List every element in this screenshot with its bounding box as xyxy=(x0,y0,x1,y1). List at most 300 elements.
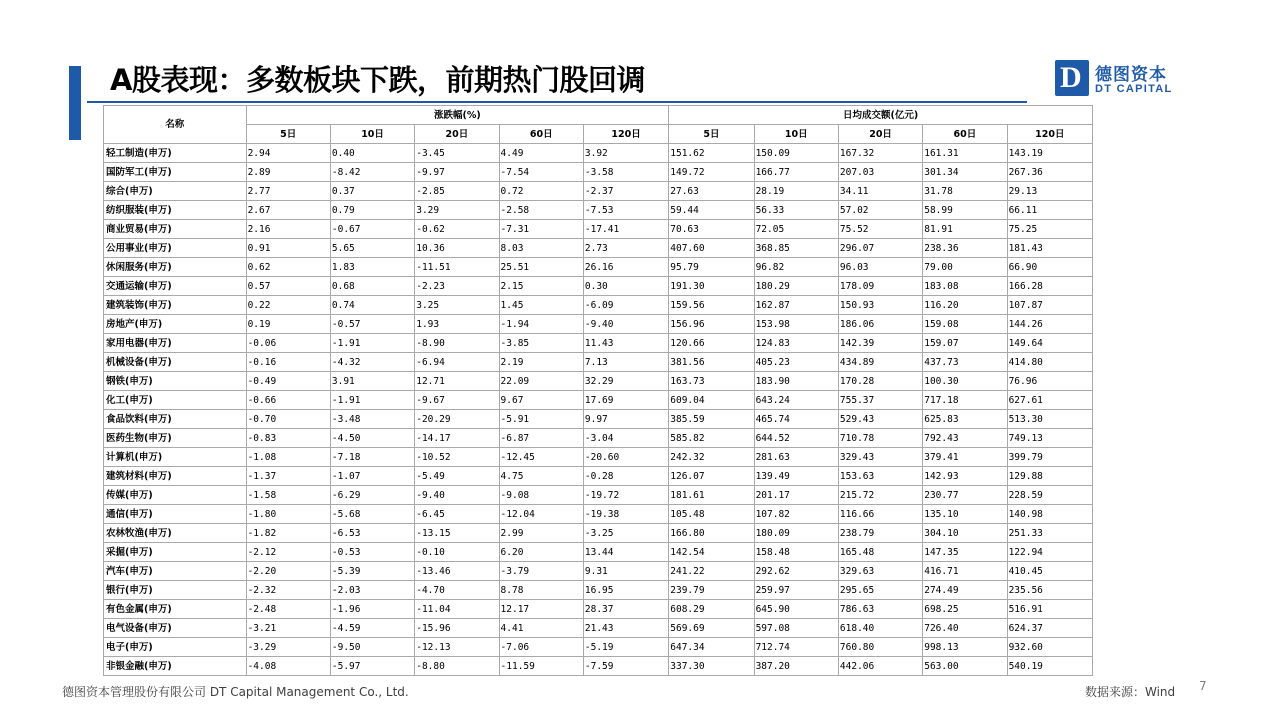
turnover-cell: 149.72 xyxy=(669,163,754,182)
price-change-cell: 2.15 xyxy=(499,277,583,296)
table-row xyxy=(104,524,1093,543)
turnover-cell: 230.77 xyxy=(923,486,1007,505)
turnover-cell: 166.28 xyxy=(1007,277,1092,296)
turnover-cell: 698.25 xyxy=(923,600,1007,619)
turnover-cell: 66.90 xyxy=(1007,258,1092,277)
turnover-cell: 163.73 xyxy=(669,372,754,391)
price-change-cell: -9.67 xyxy=(415,391,499,410)
table-row xyxy=(104,391,1093,410)
turnover-cell: 786.63 xyxy=(838,600,922,619)
turnover-cell: 165.48 xyxy=(838,543,922,562)
sector-name-cell: 化工(申万) xyxy=(104,391,247,410)
price-change-cell: 25.51 xyxy=(499,258,583,277)
price-change-cell: -5.19 xyxy=(583,638,668,657)
price-change-cell: 9.67 xyxy=(499,391,583,410)
turnover-cell: 140.98 xyxy=(1007,505,1092,524)
price-change-cell: 9.31 xyxy=(583,562,668,581)
table-row xyxy=(104,657,1093,676)
turnover-cell: 442.06 xyxy=(838,657,922,676)
turnover-cell: 618.40 xyxy=(838,619,922,638)
price-change-cell: -7.18 xyxy=(330,448,414,467)
price-change-cell: -12.45 xyxy=(499,448,583,467)
turnover-cell: 540.19 xyxy=(1007,657,1092,676)
turnover-cell: 126.07 xyxy=(669,467,754,486)
table-row xyxy=(104,581,1093,600)
price-change-cell: 1.45 xyxy=(499,296,583,315)
turnover-cell: 242.32 xyxy=(669,448,754,467)
turnover-cell: 295.65 xyxy=(838,581,922,600)
price-change-cell: -0.66 xyxy=(246,391,330,410)
price-change-cell: -9.40 xyxy=(583,315,668,334)
price-change-cell: -1.82 xyxy=(246,524,330,543)
turnover-cell: 239.79 xyxy=(669,581,754,600)
turnover-cell: 609.04 xyxy=(669,391,754,410)
table-body xyxy=(104,144,1093,676)
turnover-cell: 142.93 xyxy=(923,467,1007,486)
turnover-cell: 170.28 xyxy=(838,372,922,391)
turnover-cell: 644.52 xyxy=(754,429,838,448)
price-change-cell: -1.91 xyxy=(330,334,414,353)
turnover-cell: 31.78 xyxy=(923,182,1007,201)
period-header-vol: 5日 xyxy=(669,125,754,144)
price-change-cell: -3.58 xyxy=(583,163,668,182)
turnover-cell: 228.59 xyxy=(1007,486,1092,505)
turnover-cell: 180.29 xyxy=(754,277,838,296)
price-change-cell: -11.04 xyxy=(415,600,499,619)
turnover-cell: 207.03 xyxy=(838,163,922,182)
turnover-cell: 437.73 xyxy=(923,353,1007,372)
turnover-cell: 416.71 xyxy=(923,562,1007,581)
turnover-cell: 749.13 xyxy=(1007,429,1092,448)
turnover-cell: 166.77 xyxy=(754,163,838,182)
sector-name-cell: 汽车(申万) xyxy=(104,562,247,581)
table-row xyxy=(104,239,1093,258)
sector-name-cell: 商业贸易(申万) xyxy=(104,220,247,239)
turnover-cell: 563.00 xyxy=(923,657,1007,676)
price-change-cell: 28.37 xyxy=(583,600,668,619)
price-change-cell: -20.60 xyxy=(583,448,668,467)
price-change-cell: 2.77 xyxy=(246,182,330,201)
price-change-cell: -13.46 xyxy=(415,562,499,581)
price-change-cell: -6.45 xyxy=(415,505,499,524)
price-change-cell: -2.20 xyxy=(246,562,330,581)
turnover-cell: 180.09 xyxy=(754,524,838,543)
price-change-cell: -1.07 xyxy=(330,467,414,486)
price-change-cell: -12.13 xyxy=(415,638,499,657)
turnover-cell: 124.83 xyxy=(754,334,838,353)
turnover-cell: 201.17 xyxy=(754,486,838,505)
period-header-vol: 60日 xyxy=(923,125,1007,144)
turnover-cell: 608.29 xyxy=(669,600,754,619)
price-change-cell: 7.13 xyxy=(583,353,668,372)
price-change-cell: 3.91 xyxy=(330,372,414,391)
turnover-cell: 144.26 xyxy=(1007,315,1092,334)
table-row xyxy=(104,505,1093,524)
turnover-cell: 59.44 xyxy=(669,201,754,220)
table-row xyxy=(104,182,1093,201)
price-change-cell: 10.36 xyxy=(415,239,499,258)
price-change-cell: 22.09 xyxy=(499,372,583,391)
table-row xyxy=(104,372,1093,391)
turnover-cell: 267.36 xyxy=(1007,163,1092,182)
price-change-cell: 17.69 xyxy=(583,391,668,410)
turnover-cell: 792.43 xyxy=(923,429,1007,448)
turnover-cell: 129.88 xyxy=(1007,467,1092,486)
sector-name-cell: 有色金属(申万) xyxy=(104,600,247,619)
turnover-cell: 58.99 xyxy=(923,201,1007,220)
price-change-cell: -1.96 xyxy=(330,600,414,619)
table-row xyxy=(104,600,1093,619)
sector-name-cell: 农林牧渔(申万) xyxy=(104,524,247,543)
turnover-cell: 167.32 xyxy=(838,144,922,163)
price-change-cell: 3.29 xyxy=(415,201,499,220)
turnover-cell: 162.87 xyxy=(754,296,838,315)
price-change-cell: -7.59 xyxy=(583,657,668,676)
sector-name-cell: 建筑装饰(申万) xyxy=(104,296,247,315)
turnover-cell: 75.52 xyxy=(838,220,922,239)
price-change-cell: -8.42 xyxy=(330,163,414,182)
turnover-cell: 57.02 xyxy=(838,201,922,220)
price-change-cell: 0.40 xyxy=(330,144,414,163)
price-change-cell: 11.43 xyxy=(583,334,668,353)
price-change-cell: -4.08 xyxy=(246,657,330,676)
price-change-cell: -8.80 xyxy=(415,657,499,676)
turnover-cell: 183.90 xyxy=(754,372,838,391)
turnover-cell: 153.98 xyxy=(754,315,838,334)
price-change-cell: -1.58 xyxy=(246,486,330,505)
price-change-cell: -0.16 xyxy=(246,353,330,372)
period-header-chg: 60日 xyxy=(499,125,583,144)
sector-performance-table xyxy=(103,105,1093,676)
price-change-cell: 2.19 xyxy=(499,353,583,372)
price-change-cell: -7.53 xyxy=(583,201,668,220)
table-row xyxy=(104,448,1093,467)
period-header-vol: 120日 xyxy=(1007,125,1092,144)
turnover-cell: 998.13 xyxy=(923,638,1007,657)
price-change-cell: -3.48 xyxy=(330,410,414,429)
sector-name-cell: 轻工制造(申万) xyxy=(104,144,247,163)
price-change-cell: -2.12 xyxy=(246,543,330,562)
price-change-cell: -9.97 xyxy=(415,163,499,182)
price-change-cell: -3.04 xyxy=(583,429,668,448)
price-change-cell: -2.85 xyxy=(415,182,499,201)
price-change-cell: -4.32 xyxy=(330,353,414,372)
turnover-cell: 368.85 xyxy=(754,239,838,258)
turnover-cell: 105.48 xyxy=(669,505,754,524)
turnover-cell: 122.94 xyxy=(1007,543,1092,562)
price-change-cell: -7.06 xyxy=(499,638,583,657)
title-divider xyxy=(87,101,1027,103)
price-change-cell: -6.09 xyxy=(583,296,668,315)
price-change-cell: 13.44 xyxy=(583,543,668,562)
turnover-cell: 513.30 xyxy=(1007,410,1092,429)
company-logo xyxy=(1055,60,1195,100)
turnover-cell: 241.22 xyxy=(669,562,754,581)
turnover-cell: 143.19 xyxy=(1007,144,1092,163)
sector-name-cell: 计算机(申万) xyxy=(104,448,247,467)
price-change-cell: -0.70 xyxy=(246,410,330,429)
price-change-cell: 2.73 xyxy=(583,239,668,258)
period-header-chg: 20日 xyxy=(415,125,499,144)
price-change-cell: -0.53 xyxy=(330,543,414,562)
table-row xyxy=(104,296,1093,315)
price-change-cell: 32.29 xyxy=(583,372,668,391)
table-row xyxy=(104,410,1093,429)
price-change-cell: 0.57 xyxy=(246,277,330,296)
price-change-cell: -1.91 xyxy=(330,391,414,410)
turnover-cell: 726.40 xyxy=(923,619,1007,638)
turnover-cell: 296.07 xyxy=(838,239,922,258)
turnover-cell: 932.60 xyxy=(1007,638,1092,657)
price-change-cell: -5.68 xyxy=(330,505,414,524)
turnover-cell: 158.48 xyxy=(754,543,838,562)
turnover-cell: 66.11 xyxy=(1007,201,1092,220)
sector-name-cell: 建筑材料(申万) xyxy=(104,467,247,486)
turnover-cell: 414.80 xyxy=(1007,353,1092,372)
turnover-cell: 72.05 xyxy=(754,220,838,239)
sector-name-cell: 医药生物(申万) xyxy=(104,429,247,448)
turnover-cell: 107.87 xyxy=(1007,296,1092,315)
price-change-cell: 2.94 xyxy=(246,144,330,163)
turnover-cell: 712.74 xyxy=(754,638,838,657)
price-change-cell: 2.89 xyxy=(246,163,330,182)
price-change-cell: 0.68 xyxy=(330,277,414,296)
header-name: 名称 xyxy=(104,106,247,144)
price-change-cell: -1.80 xyxy=(246,505,330,524)
table-row xyxy=(104,277,1093,296)
turnover-cell: 96.82 xyxy=(754,258,838,277)
price-change-cell: 5.65 xyxy=(330,239,414,258)
turnover-cell: 159.07 xyxy=(923,334,1007,353)
turnover-cell: 304.10 xyxy=(923,524,1007,543)
turnover-cell: 161.31 xyxy=(923,144,1007,163)
price-change-cell: -11.59 xyxy=(499,657,583,676)
turnover-cell: 183.08 xyxy=(923,277,1007,296)
price-change-cell: -1.08 xyxy=(246,448,330,467)
price-change-cell: 1.83 xyxy=(330,258,414,277)
turnover-cell: 647.34 xyxy=(669,638,754,657)
price-change-cell: -2.23 xyxy=(415,277,499,296)
turnover-cell: 465.74 xyxy=(754,410,838,429)
turnover-cell: 585.82 xyxy=(669,429,754,448)
turnover-cell: 142.39 xyxy=(838,334,922,353)
price-change-cell: 26.16 xyxy=(583,258,668,277)
price-change-cell: -3.29 xyxy=(246,638,330,657)
sector-name-cell: 采掘(申万) xyxy=(104,543,247,562)
slide-title: A股表现：多数板块下跌，前期热门股回调 xyxy=(110,63,645,97)
price-change-cell: -0.28 xyxy=(583,467,668,486)
turnover-cell: 385.59 xyxy=(669,410,754,429)
turnover-cell: 274.49 xyxy=(923,581,1007,600)
price-change-cell: -7.54 xyxy=(499,163,583,182)
sector-name-cell: 房地产(申万) xyxy=(104,315,247,334)
turnover-cell: 107.82 xyxy=(754,505,838,524)
price-change-cell: -2.48 xyxy=(246,600,330,619)
sector-name-cell: 传媒(申万) xyxy=(104,486,247,505)
header-price-change: 涨跌幅(%) xyxy=(246,106,669,125)
turnover-cell: 70.63 xyxy=(669,220,754,239)
price-change-cell: -5.39 xyxy=(330,562,414,581)
logo-mark-icon xyxy=(1055,60,1089,96)
price-change-cell: -0.83 xyxy=(246,429,330,448)
price-change-cell: -0.06 xyxy=(246,334,330,353)
logo-mark-letter: D xyxy=(1060,61,1082,94)
sector-name-cell: 电子(申万) xyxy=(104,638,247,657)
turnover-cell: 27.63 xyxy=(669,182,754,201)
table-row xyxy=(104,638,1093,657)
turnover-cell: 329.43 xyxy=(838,448,922,467)
price-change-cell: -0.57 xyxy=(330,315,414,334)
price-change-cell: -6.53 xyxy=(330,524,414,543)
turnover-cell: 407.60 xyxy=(669,239,754,258)
logo-chinese-name: 德图资本 xyxy=(1095,65,1167,85)
table-row xyxy=(104,334,1093,353)
price-change-cell: -10.52 xyxy=(415,448,499,467)
table-row xyxy=(104,258,1093,277)
turnover-cell: 238.36 xyxy=(923,239,1007,258)
sector-name-cell: 通信(申万) xyxy=(104,505,247,524)
price-change-cell: -6.29 xyxy=(330,486,414,505)
turnover-cell: 159.56 xyxy=(669,296,754,315)
price-change-cell: -3.21 xyxy=(246,619,330,638)
turnover-cell: 151.62 xyxy=(669,144,754,163)
price-change-cell: -17.41 xyxy=(583,220,668,239)
sector-name-cell: 休闲服务(申万) xyxy=(104,258,247,277)
turnover-cell: 149.64 xyxy=(1007,334,1092,353)
turnover-cell: 28.19 xyxy=(754,182,838,201)
price-change-cell: 0.19 xyxy=(246,315,330,334)
turnover-cell: 178.09 xyxy=(838,277,922,296)
price-change-cell: -12.04 xyxy=(499,505,583,524)
turnover-cell: 710.78 xyxy=(838,429,922,448)
price-change-cell: -2.32 xyxy=(246,581,330,600)
turnover-cell: 79.00 xyxy=(923,258,1007,277)
sector-name-cell: 公用事业(申万) xyxy=(104,239,247,258)
turnover-cell: 75.25 xyxy=(1007,220,1092,239)
price-change-cell: -14.17 xyxy=(415,429,499,448)
price-change-cell: 12.17 xyxy=(499,600,583,619)
sector-name-cell: 交通运输(申万) xyxy=(104,277,247,296)
sector-name-cell: 非银金融(申万) xyxy=(104,657,247,676)
turnover-cell: 139.49 xyxy=(754,467,838,486)
price-change-cell: 2.99 xyxy=(499,524,583,543)
price-change-cell: -15.96 xyxy=(415,619,499,638)
price-change-cell: -9.50 xyxy=(330,638,414,657)
price-change-cell: 0.30 xyxy=(583,277,668,296)
turnover-cell: 116.66 xyxy=(838,505,922,524)
table-row xyxy=(104,486,1093,505)
price-change-cell: -9.08 xyxy=(499,486,583,505)
price-change-cell: -5.91 xyxy=(499,410,583,429)
turnover-cell: 301.34 xyxy=(923,163,1007,182)
turnover-cell: 159.08 xyxy=(923,315,1007,334)
turnover-cell: 516.91 xyxy=(1007,600,1092,619)
turnover-cell: 166.80 xyxy=(669,524,754,543)
sector-name-cell: 家用电器(申万) xyxy=(104,334,247,353)
period-header-chg: 10日 xyxy=(330,125,414,144)
period-header-chg: 5日 xyxy=(246,125,330,144)
price-change-cell: 6.20 xyxy=(499,543,583,562)
turnover-cell: 181.43 xyxy=(1007,239,1092,258)
price-change-cell: 8.78 xyxy=(499,581,583,600)
price-change-cell: 1.93 xyxy=(415,315,499,334)
price-change-cell: -8.90 xyxy=(415,334,499,353)
turnover-cell: 251.33 xyxy=(1007,524,1092,543)
turnover-cell: 760.80 xyxy=(838,638,922,657)
sector-name-cell: 食品饮料(申万) xyxy=(104,410,247,429)
turnover-cell: 120.66 xyxy=(669,334,754,353)
price-change-cell: -19.72 xyxy=(583,486,668,505)
turnover-cell: 281.63 xyxy=(754,448,838,467)
turnover-cell: 56.33 xyxy=(754,201,838,220)
period-header-chg: 120日 xyxy=(583,125,668,144)
period-header-vol: 20日 xyxy=(838,125,922,144)
turnover-cell: 625.83 xyxy=(923,410,1007,429)
turnover-cell: 569.69 xyxy=(669,619,754,638)
footer-source: 数据来源：Wind xyxy=(1085,685,1176,699)
turnover-cell: 95.79 xyxy=(669,258,754,277)
header-avg-turnover: 日均成交额(亿元) xyxy=(669,106,1093,125)
turnover-cell: 235.56 xyxy=(1007,581,1092,600)
price-change-cell: -1.37 xyxy=(246,467,330,486)
price-change-cell: 0.62 xyxy=(246,258,330,277)
price-change-cell: -2.37 xyxy=(583,182,668,201)
turnover-cell: 379.41 xyxy=(923,448,1007,467)
price-change-cell: -9.40 xyxy=(415,486,499,505)
turnover-cell: 215.72 xyxy=(838,486,922,505)
turnover-cell: 405.23 xyxy=(754,353,838,372)
turnover-cell: 96.03 xyxy=(838,258,922,277)
sector-name-cell: 纺织服装(申万) xyxy=(104,201,247,220)
turnover-cell: 147.35 xyxy=(923,543,1007,562)
turnover-cell: 292.62 xyxy=(754,562,838,581)
price-change-cell: -1.94 xyxy=(499,315,583,334)
page-number: 7 xyxy=(1199,679,1207,693)
turnover-cell: 717.18 xyxy=(923,391,1007,410)
table-row xyxy=(104,353,1093,372)
price-change-cell: 2.67 xyxy=(246,201,330,220)
price-change-cell: 12.71 xyxy=(415,372,499,391)
turnover-cell: 645.90 xyxy=(754,600,838,619)
price-change-cell: 0.79 xyxy=(330,201,414,220)
turnover-cell: 329.63 xyxy=(838,562,922,581)
price-change-cell: 0.74 xyxy=(330,296,414,315)
price-change-cell: 21.43 xyxy=(583,619,668,638)
turnover-cell: 156.96 xyxy=(669,315,754,334)
footer-company: 德图资本管理股份有限公司 DT Capital Management Co., Ltd. xyxy=(62,685,409,699)
price-change-cell: -6.94 xyxy=(415,353,499,372)
price-change-cell: -5.49 xyxy=(415,467,499,486)
period-header-row xyxy=(104,125,1093,144)
price-change-cell: -4.50 xyxy=(330,429,414,448)
price-change-cell: 0.91 xyxy=(246,239,330,258)
sector-name-cell: 国防军工(申万) xyxy=(104,163,247,182)
price-change-cell: 4.49 xyxy=(499,144,583,163)
turnover-cell: 643.24 xyxy=(754,391,838,410)
turnover-cell: 434.89 xyxy=(838,353,922,372)
sector-name-cell: 银行(申万) xyxy=(104,581,247,600)
price-change-cell: -3.85 xyxy=(499,334,583,353)
table-row xyxy=(104,163,1093,182)
table-row xyxy=(104,562,1093,581)
price-change-cell: 4.41 xyxy=(499,619,583,638)
turnover-cell: 529.43 xyxy=(838,410,922,429)
price-change-cell: -2.58 xyxy=(499,201,583,220)
turnover-cell: 153.63 xyxy=(838,467,922,486)
table-row xyxy=(104,467,1093,486)
table-row xyxy=(104,144,1093,163)
turnover-cell: 410.45 xyxy=(1007,562,1092,581)
